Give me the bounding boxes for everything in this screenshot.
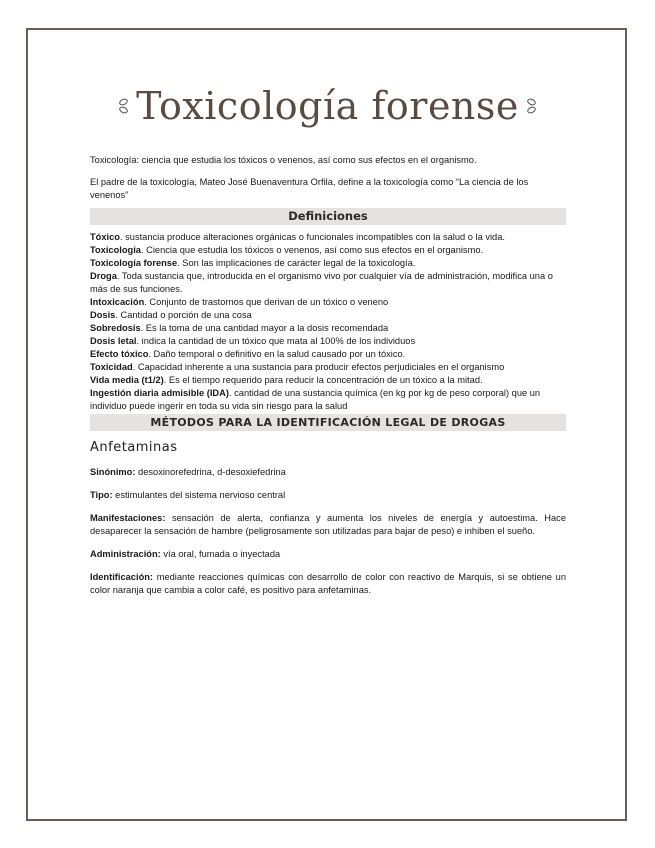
- definition-item: [90, 244, 566, 257]
- definition-text: . Es la toma de una cantidad mayor a la dosis recomendada: [140, 323, 389, 333]
- intro-paragraph: Toxicología: ciencia que estudia los tóxicos o venenos, así como sus efectos en el organismo.: [90, 155, 477, 165]
- property-term: Tipo:: [90, 490, 113, 500]
- definition-text: . Ciencia que estudia los tóxicos o venenos, así como sus efectos en el organismo.: [140, 245, 484, 255]
- property-text: desoxinorefedrina, d-desoxiefedrina: [135, 467, 286, 477]
- definitions-list: [90, 231, 566, 413]
- definition-item: [90, 335, 566, 348]
- definition-term: Efecto tóxico: [90, 349, 149, 359]
- definition-text: . Toda sustancia que, introducida en el organismo vivo por cualquier vía de administración, modifica una o más de sus funciones.: [90, 271, 553, 294]
- left-flourish-icon: [116, 96, 130, 116]
- property-term: Sinónimo:: [90, 467, 136, 477]
- property-item: [90, 489, 566, 502]
- definition-item: [90, 374, 566, 387]
- section-heading-definiciones: Definiciones: [90, 208, 566, 225]
- definition-term: Intoxicación: [90, 297, 145, 307]
- definition-item: [90, 296, 566, 309]
- definition-term: Ingestión diaria admisible (IDA): [90, 388, 229, 398]
- definition-term: Toxicología: [90, 245, 141, 255]
- definition-item: [90, 309, 566, 322]
- document-body: [90, 154, 566, 607]
- definition-item: [90, 270, 566, 296]
- definition-term: Droga: [90, 271, 117, 281]
- definition-term: Tóxico: [90, 232, 120, 242]
- property-term: Identificación:: [90, 572, 154, 582]
- property-text: vía oral, fumada o inyectada: [160, 549, 281, 559]
- intro-paragraph: El padre de la toxicología, Mateo José Buenaventura Orfila, define a la toxicología como “La ciencia de los venenos”: [90, 177, 529, 200]
- definition-text: . sustancia produce alteraciones orgánicas o funcionales incompatibles con la salud o la vida.: [119, 232, 505, 242]
- definition-item: [90, 257, 566, 270]
- definition-text: . Son las implicaciones de carácter legal de la toxicología.: [177, 258, 416, 268]
- definition-item: [90, 361, 566, 374]
- definition-item: [90, 231, 566, 244]
- definition-text: . cantidad de una sustancia química (en kg por kg de peso corporal) que un individuo puede ingerir en toda su vida sin riesgo para la salud: [90, 388, 541, 411]
- definition-term: Toxicidad: [90, 362, 133, 372]
- definition-term: Vida media (t1/2): [90, 375, 164, 385]
- anfetaminas-section: [90, 466, 566, 597]
- definition-item: [90, 348, 566, 361]
- definition-text: . Daño temporal o definitivo en la salud causado por un tóxico.: [148, 349, 406, 359]
- property-item: [90, 548, 566, 561]
- definition-text: . Capacidad inherente a una sustancia para producir efectos perjudiciales en el organismo: [132, 362, 505, 372]
- right-flourish-icon: [525, 96, 539, 116]
- title-block: [0, 84, 655, 128]
- definition-text: . indica la cantidad de un tóxico que mata al 100% de los individuos: [136, 336, 416, 346]
- property-text: estimulantes del sistema nervioso central: [112, 490, 286, 500]
- definition-item: [90, 387, 566, 413]
- subheading-anfetaminas: Anfetaminas: [90, 440, 178, 455]
- definition-term: Dosis: [90, 310, 116, 320]
- page-title: Toxicología forense: [116, 84, 539, 128]
- property-text: sensación de alerta, confianza y aumenta los niveles de energía y autoestima. Hace desaparecer la sensación de hambre (peligrosamente son utilizadas para bajar de peso) e inhiben el sueño.: [90, 513, 566, 536]
- definition-term: Dosis letal: [90, 336, 137, 346]
- definition-text: . Cantidad o porción de una cosa: [115, 310, 252, 320]
- property-term: Manifestaciones:: [90, 513, 166, 523]
- section-heading-metodos: MÉTODOS PARA LA IDENTIFICACIÓN LEGAL DE DROGAS: [90, 414, 566, 431]
- property-item: [90, 571, 566, 597]
- property-term: Administración:: [90, 549, 161, 559]
- property-item: [90, 466, 566, 479]
- definition-term: Toxicología forense: [90, 258, 178, 268]
- definition-text: . Conjunto de trastornos que derivan de un tóxico o veneno: [144, 297, 389, 307]
- definition-text: . Es el tiempo requerido para reducir la concentración de un tóxico a la mitad.: [163, 375, 483, 385]
- property-item: [90, 512, 566, 538]
- definition-item: [90, 322, 566, 335]
- property-text: mediante reacciones químicas con desarrollo de color con reactivo de Marquis, si se obtiene un color naranja que cambia a color café, es positivo para anfetaminas.: [90, 572, 566, 595]
- definition-term: Sobredosis: [90, 323, 141, 333]
